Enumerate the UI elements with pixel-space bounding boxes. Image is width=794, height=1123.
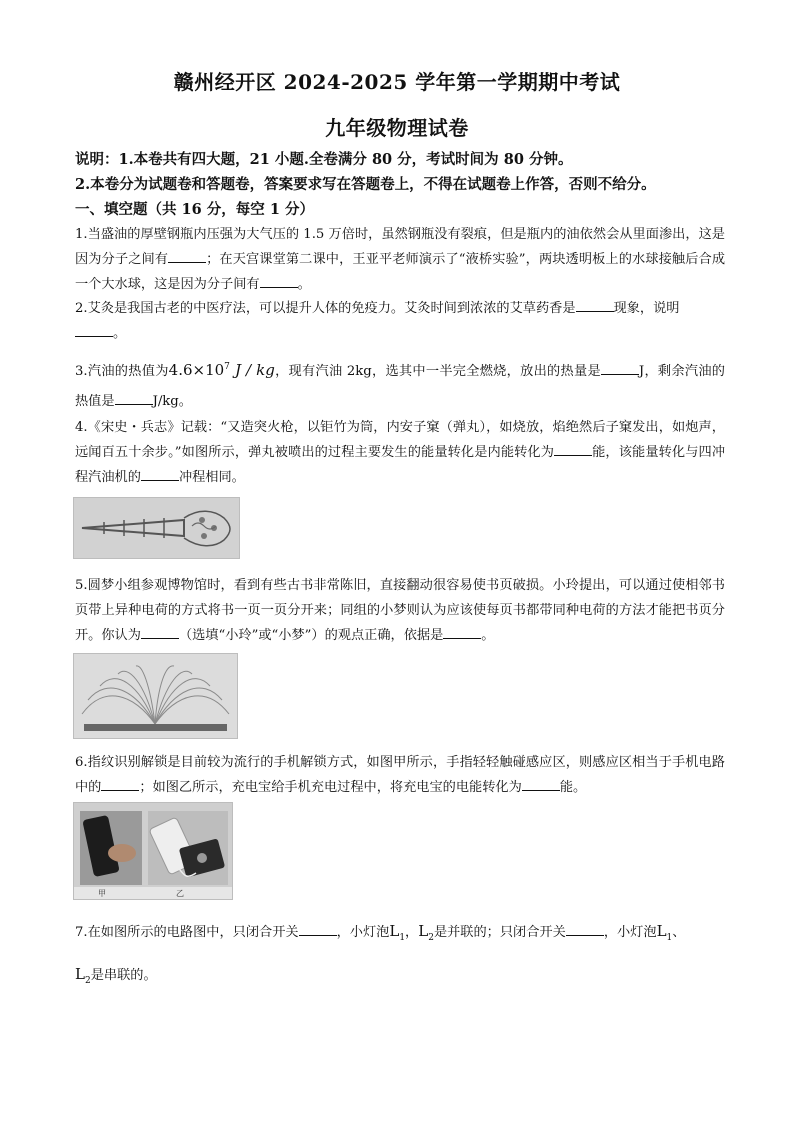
question-4: 4.《宋史・兵志》记载：“又造突火枪，以钜竹为筒，内安子窠（弹丸），如烧放，焰绝然后子窠发出，如炮声，远闻百五十余步。”如图所示，弹丸被喷出的过程主要发生的能量转化是内能转化为 能，该能量转化与四冲程汽油机的 冲程相同。 [75, 420, 726, 485]
instruction-line-1: 说明：1.本卷共有四大题，21 小题.全卷满分 80 分，考试时间为 80 分钟。 [75, 151, 573, 168]
answer-blank [554, 442, 592, 456]
question-5: 5.圆梦小组参观博物馆时，看到有些古书非常陈旧，直接翻动很容易使书页破损。小玲提出，可以通过使相邻书页带上异种电荷的方式将书一页一页分开来；同组的小梦则认为应该使每页书都带同种电荷的方法才能把书页分开。你认为 （选填“小玲”或“小梦”）的观点正确，依据是 。 [75, 578, 725, 643]
answer-blank [115, 391, 153, 405]
answer-blank [299, 922, 337, 936]
exam-subtitle: 九年级物理试卷 [325, 116, 469, 140]
question-2: 2.艾灸是我国古老的中医疗法，可以提升人体的免疫力。艾灸时间到浓浓的艾草药香是 现象，说明 。 [75, 296, 725, 346]
answer-blank [522, 777, 560, 791]
question-3: 3.汽油的热值为$4.6\times 10^7$ J / kg，现有汽油 2kg，选其中一半完全燃烧，放出的热量是 J，剩余汽油的热值是 J/kg。 [75, 361, 725, 409]
instruction-line-2: 2.本卷分为试题卷和答题卷，答案要求写在答题卷上，不得在试题卷上作答，否则不给分。 [75, 176, 656, 193]
answer-blank [260, 274, 298, 288]
label-yi: 乙 [176, 889, 184, 898]
answer-blank [601, 361, 639, 375]
answer-blank [168, 249, 206, 263]
phone-figures [73, 802, 233, 900]
question-7: 7.在如图所示的电路图中，只闭合开关 ，小灯泡$L_1$，$L_2$是并联的；只闭合开关 ，小灯泡$L_1$、 $L_2$是串联的。 [75, 922, 686, 986]
phone-drawing [74, 803, 232, 899]
answer-blank [75, 323, 113, 337]
open-book-image [73, 653, 238, 739]
label-jia: 甲 [98, 889, 106, 898]
exam-title: 赣州经开区 2024-2025 学年第一学期期中考试 [173, 70, 621, 94]
answer-blank [443, 625, 481, 639]
answer-blank [576, 298, 614, 312]
answer-blank [141, 625, 179, 639]
answer-blank [141, 467, 179, 481]
question-6: 6.指纹识别解锁是目前较为流行的手机解锁方式，如图甲所示，手指轻轻触碰感应区，则感应区相当于手机电路中的 ；如图乙所示，充电宝给手机充电过程中，将充电宝的电能转化为 能。 [75, 755, 725, 795]
answer-blank [101, 777, 139, 791]
fire-lance-drawing [74, 498, 239, 558]
fire-lance-image [73, 497, 240, 559]
section-heading: 一、填空题（共 16 分，每空 1 分） [75, 201, 314, 218]
answer-blank [566, 922, 604, 936]
heat-value-formula: $4.6\times 10^7$ J / kg [168, 361, 275, 379]
open-book-drawing [74, 654, 237, 738]
question-1: 1.当盛油的厚壁钢瓶内压强为大气压的 1.5 万倍时，虽然钢瓶没有裂痕，但是瓶内的油依然会从里面渗出，这是因为分子之间有 ；在天宫课堂第二课中，王亚平老师演示了“液桥实验”，两块透明板上的水球接触后合成一个大水球，这是因为分子间有 。 [75, 227, 726, 292]
